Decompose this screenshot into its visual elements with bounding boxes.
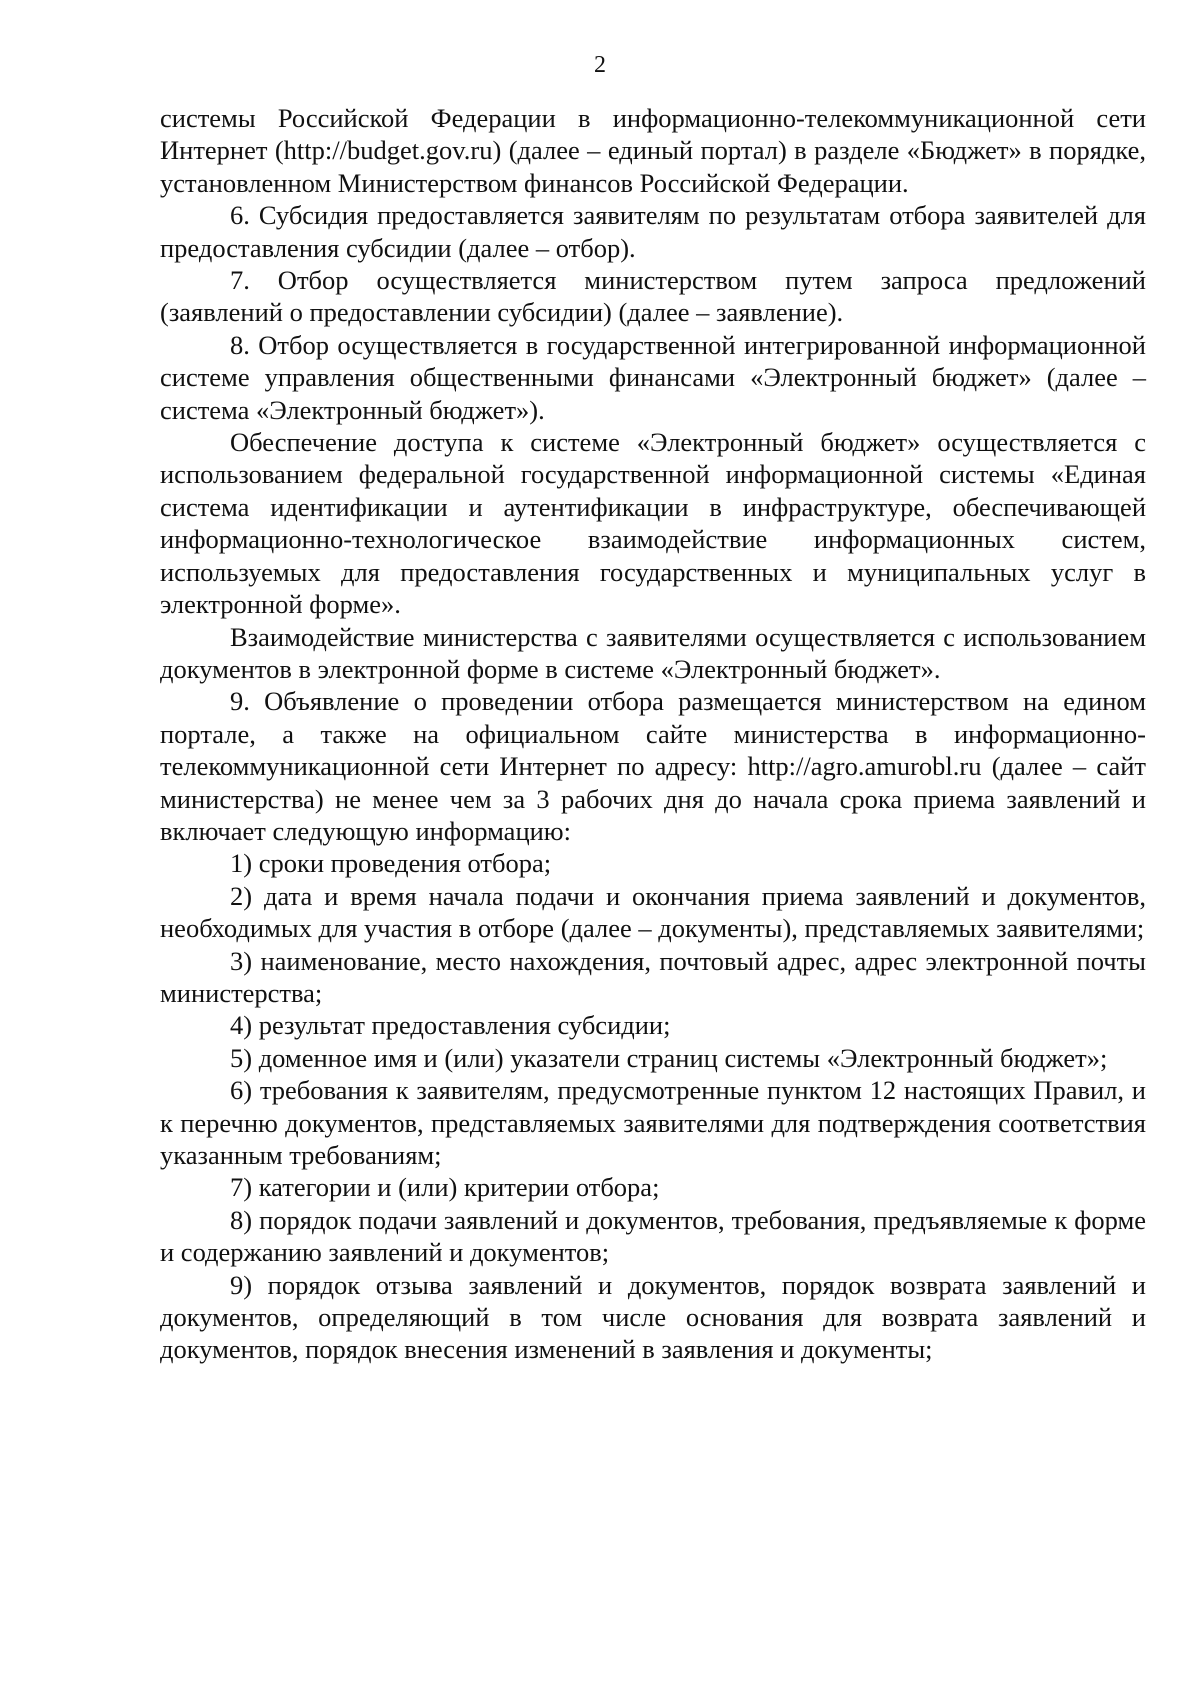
list-item-6: 6) требования к заявителям, предусмотренные пунктом 12 настоящих Правил, и к перечню документов, представляемых заявителями для подтверждения соответствия указанным требованиям; bbox=[160, 1075, 1146, 1170]
list-item-7: 7) категории и (или) критерии отбора; bbox=[230, 1172, 660, 1203]
paragraph-item-9: 9. Объявление о проведении отбора размещается министерством на едином портале, а также на официальном сайте министерства в информационно-телекоммуникационной сети Интернет по адресу: http://agro.amurobl.ru (далее – сайт министерства) не менее чем за 3 рабочих дня до начала срока приема заявлений и включает следующую информацию: bbox=[160, 686, 1146, 846]
list-item-4: 4) результат предоставления субсидии; bbox=[230, 1010, 671, 1041]
paragraph-item-6: 6. Субсидия предоставляется заявителям по результатам отбора заявителей для предоставления субсидии (далее – отбор). bbox=[160, 200, 1146, 263]
list-item-1: 1) сроки проведения отбора; bbox=[230, 848, 552, 879]
list-item-3: 3) наименование, место нахождения, почтовый адрес, адрес электронной почты министерства; bbox=[160, 945, 1146, 1008]
list-item-2: 2) дата и время начала подачи и окончания приема заявлений и документов, необходимых для участия в отборе (далее – документы), представляемых заявителями; bbox=[160, 880, 1146, 944]
page-number: 2 bbox=[594, 52, 606, 78]
paragraph-access: Обеспечение доступа к системе «Электронный бюджет» осуществляется с использованием федеральной государственной информационной системы «Единая система идентификации и аутентификации в инфраструктуре, обеспечивающей информационно-технологическое взаимодействие информационных систем, используемых для предоставления государственных и муниципальных услуг в электронной форме». bbox=[160, 427, 1146, 620]
list-item-8: 8) порядок подачи заявлений и документов, требования, предъявляемые к форме и содержанию заявлений и документов; bbox=[160, 1204, 1146, 1268]
paragraph-item-8: 8. Отбор осуществляется в государственной интегрированной информационной системе управления общественными финансами «Электронный бюджет» (далее – система «Электронный бюджет»). bbox=[160, 329, 1146, 425]
list-item-5: 5) доменное имя и (или) указатели страниц системы «Электронный бюджет»; bbox=[230, 1042, 1108, 1073]
paragraph-continuation: системы Российской Федерации в информационно-телекоммуникационной сети Интернет (http://budget.gov.ru) (далее – единый портал) в разделе «Бюджет» в порядке, установленном Министерством финансов Российской Федерации. bbox=[160, 103, 1146, 198]
list-item-9: 9) порядок отзыва заявлений и документов, порядок возврата заявлений и документов, определяющий в том числе основания для возврата заявлений и документов, порядок внесения изменений в заявления и документы; bbox=[160, 1269, 1146, 1365]
paragraph-item-7: 7. Отбор осуществляется министерством путем запроса предложений (заявлений о предоставлении субсидии) (далее – заявление). bbox=[160, 265, 1146, 328]
document-body bbox=[160, 102, 1146, 1366]
paragraph-interaction: Взаимодействие министерства с заявителями осуществляется с использованием документов в электронной форме в системе «Электронный бюджет». bbox=[160, 621, 1146, 684]
